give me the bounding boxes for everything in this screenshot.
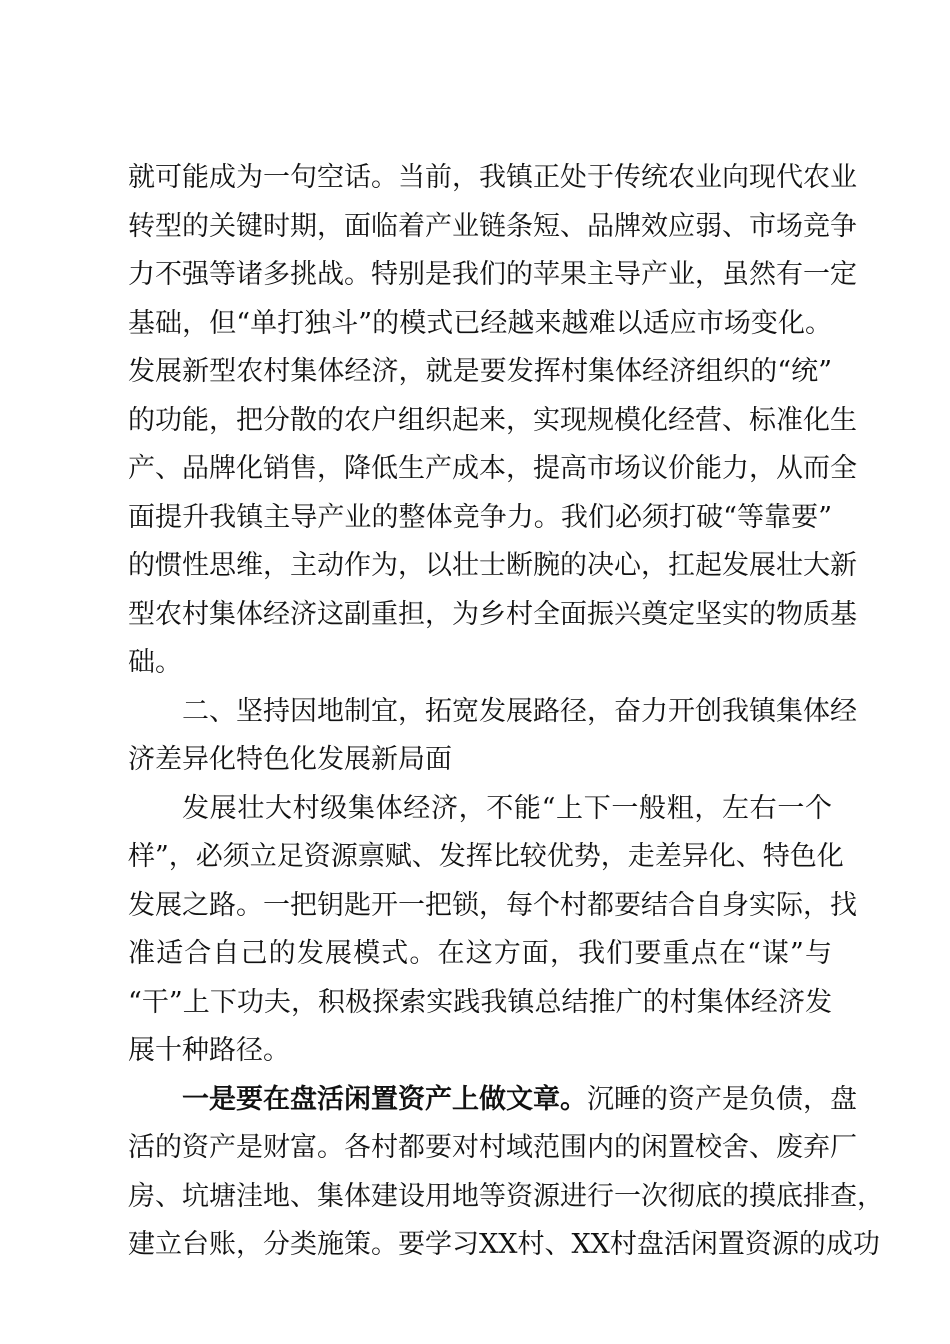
text-line: 型农村集体经济这副重担，为乡村全面振兴奠定坚实的物质基 — [128, 598, 857, 630]
paragraph-1 — [128, 154, 857, 688]
text-line: 基础，但“单打独斗”的模式已经越来越难以适应市场变化。 — [128, 307, 832, 339]
text-line: 发展壮大村级集体经济，不能“上下一般粗，左右一个 — [182, 792, 832, 824]
text-line: 面提升我镇主导产业的整体竞争力。我们必须打破“等靠要” — [128, 501, 832, 533]
bold-lead: 一是要在盘活闲置资产上做文章。 — [182, 1083, 587, 1115]
text-line: 就可能成为一句空话。当前，我镇正处于传统农业向现代农业 — [128, 162, 857, 193]
text-line: 发展之路。一把钥匙开一把锁，每个村都要结合自身实际，找 — [128, 889, 857, 921]
text-line: 产、品牌化销售，降低生产成本，提高市场议价能力，从而全 — [128, 453, 857, 484]
paragraph-3 — [128, 785, 857, 1076]
text-line: 的惯性思维，主动作为，以壮士断腕的决心，扛起发展壮大新 — [128, 550, 857, 581]
text-line: 发展新型农村集体经济，就是要发挥村集体经济组织的“统” — [128, 356, 832, 387]
text-line: 的功能，把分散的农户组织起来，实现规模化经营、标准化生 — [128, 404, 857, 436]
text-line: “干”上下功夫，积极探索实践我镇总结推广的村集体经济发 — [128, 986, 832, 1018]
text-line: 力不强等诸多挑战。特别是我们的苹果主导产业，虽然有一定 — [128, 259, 857, 290]
section-heading — [128, 688, 857, 785]
text-line: 建立台账，分类施策。要学习XX村、XX村盘活闲置资源的成功 — [128, 1229, 880, 1260]
paragraph-4 — [128, 1076, 884, 1270]
text-line: 济差异化特色化发展新局面 — [128, 744, 452, 775]
text-line: 展十种路径。 — [128, 1035, 290, 1066]
document-body — [128, 154, 884, 1270]
text-line: 转型的关键时期，面临着产业链条短、品牌效应弱、市场竞争 — [128, 210, 857, 242]
text-line: 准适合自己的发展模式。在这方面，我们要重点在“谋”与 — [128, 938, 832, 969]
text-line: 二、坚持因地制宜，拓宽发展路径，奋力开创我镇集体经 — [182, 695, 857, 727]
text-line — [128, 1076, 857, 1125]
text-line: 房、坑塘洼地、集体建设用地等资源进行一次彻底的摸底排查， — [128, 1180, 884, 1212]
lead-rest: 沉睡的资产是负债，盘 — [587, 1083, 857, 1115]
text-line: 活的资产是财富。各村都要对村域范围内的闲置校舍、废弃厂 — [128, 1132, 857, 1163]
text-line: 础。 — [128, 647, 182, 678]
text-line: 样”，必须立足资源禀赋、发挥比较优势，走差异化、特色化 — [128, 841, 844, 872]
